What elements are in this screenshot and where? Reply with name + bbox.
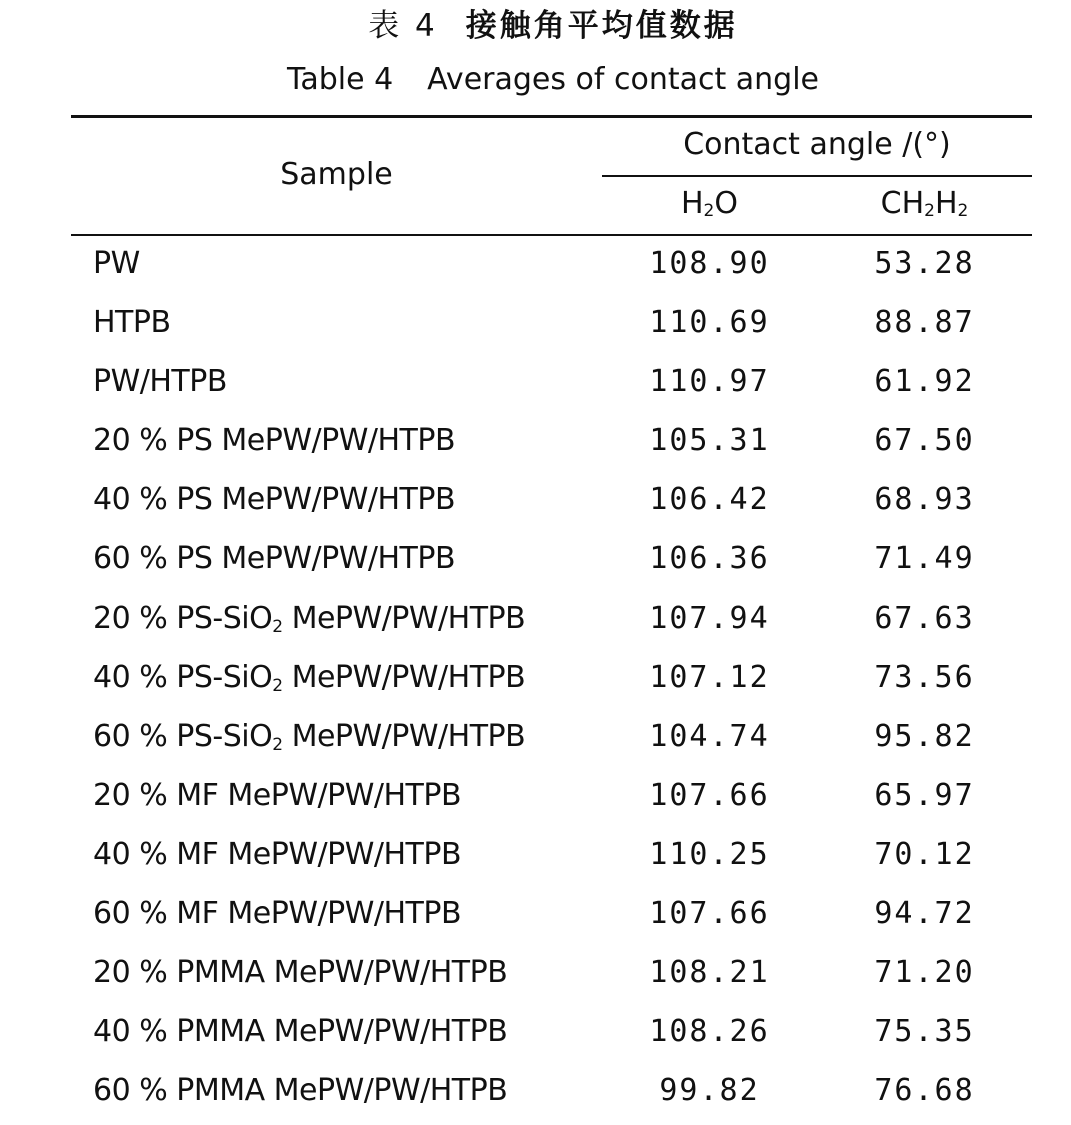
ch2h2-angle-cell: 76.68	[874, 1073, 975, 1109]
table-row	[0, 416, 1071, 475]
h2o-angle-cell: 108.90	[649, 246, 770, 281]
sample-cell: 20 % MF MePW/PW/HTPB	[93, 777, 462, 813]
table-row	[0, 475, 1071, 534]
sample-cell: HTPB	[93, 305, 171, 341]
h2o-angle-cell: 106.36	[649, 541, 770, 577]
h2o-angle-cell: 106.42	[649, 482, 770, 518]
sample-cell: PW/HTPB	[93, 364, 227, 400]
header-h2o	[602, 184, 817, 224]
header-bottom-rule	[71, 234, 1032, 236]
ch2h2-angle-cell: 65.97	[874, 777, 975, 813]
header-ch2h2-subscript-2: 2	[957, 201, 969, 221]
h2o-angle-cell: 110.97	[649, 364, 770, 400]
header-group-rule	[602, 175, 1032, 177]
h2o-angle-cell: 107.66	[649, 896, 770, 932]
table-row	[0, 948, 1071, 1007]
table-row	[0, 534, 1071, 593]
ch2h2-angle-cell: 73.56	[874, 659, 975, 695]
table-row	[0, 889, 1071, 948]
table-top-rule	[71, 115, 1032, 118]
h2o-angle-cell: 110.69	[649, 305, 770, 341]
sample-cell: 40 % PS MePW/PW/HTPB	[93, 482, 456, 518]
table-row	[0, 298, 1071, 357]
table-row	[0, 771, 1071, 830]
ch2h2-angle-cell: 70.12	[874, 836, 975, 872]
header-h2o-base: H	[680, 186, 704, 221]
header-contact-angle-group: Contact angle /(°)	[683, 127, 951, 162]
ch2h2-angle-cell: 53.28	[874, 246, 975, 281]
ch2h2-angle-cell: 68.93	[874, 482, 975, 518]
ch2h2-angle-cell: 75.35	[874, 1014, 975, 1050]
ch2h2-angle-cell: 67.50	[874, 423, 975, 459]
caption-en-table-number: Table 4	[286, 62, 394, 97]
sample-cell: 20 % PMMA MePW/PW/HTPB	[93, 955, 508, 991]
sample-cell: 40 % MF MePW/PW/HTPB	[93, 836, 462, 872]
sample-cell: 20 % PS-SiO$_2$ MePW/PW/HTPB	[93, 600, 526, 637]
h2o-angle-cell: 110.25	[649, 836, 770, 872]
sample-cell: 60 % PS MePW/PW/HTPB	[93, 541, 456, 577]
table-row	[0, 712, 1071, 771]
sample-cell: 60 % MF MePW/PW/HTPB	[93, 896, 462, 932]
ch2h2-angle-cell: 67.63	[874, 600, 975, 636]
ch2h2-angle-cell: 94.72	[874, 896, 975, 932]
sample-cell: PW	[93, 246, 140, 281]
table-row	[0, 239, 1071, 298]
h2o-angle-cell: 107.12	[649, 659, 770, 695]
table-caption-chinese	[0, 6, 1071, 46]
table-row	[0, 1066, 1071, 1125]
ch2h2-angle-cell: 71.49	[874, 541, 975, 577]
table-row	[0, 357, 1071, 416]
sample-cell: 40 % PS-SiO$_2$ MePW/PW/HTPB	[93, 659, 526, 696]
ch2h2-angle-cell: 61.92	[874, 364, 975, 400]
caption-en-title: Averages of contact angle	[427, 62, 820, 97]
header-ch2h2-base: CH	[880, 186, 925, 221]
sample-cell: 40 % PMMA MePW/PW/HTPB	[93, 1014, 508, 1050]
header-h2o-tail: O	[714, 186, 738, 221]
table-caption-english	[0, 60, 1071, 100]
header-ch2h2	[817, 184, 1032, 224]
h2o-angle-cell: 108.21	[649, 955, 770, 991]
table-row	[0, 653, 1071, 712]
header-ch2h2-subscript: 2	[924, 201, 935, 221]
h2o-angle-cell: 99.82	[659, 1073, 760, 1109]
sample-cell: 20 % PS MePW/PW/HTPB	[93, 423, 456, 459]
h2o-angle-cell: 107.66	[649, 777, 770, 813]
h2o-angle-cell: 105.31	[649, 423, 770, 459]
header-sample: Sample	[280, 157, 393, 192]
table-row	[0, 1007, 1071, 1066]
caption-cn-table-number: 表 4	[368, 8, 438, 44]
h2o-angle-cell: 107.94	[649, 600, 770, 636]
table-body	[0, 239, 1071, 1125]
table-row	[0, 830, 1071, 889]
ch2h2-angle-cell: 95.82	[874, 718, 975, 754]
sample-cell: 60 % PMMA MePW/PW/HTPB	[93, 1073, 508, 1109]
ch2h2-angle-cell: 71.20	[874, 955, 975, 991]
h2o-angle-cell: 104.74	[649, 718, 770, 754]
ch2h2-angle-cell: 88.87	[874, 305, 975, 341]
h2o-angle-cell: 108.26	[649, 1014, 770, 1050]
header-h2o-subscript: 2	[703, 201, 715, 221]
header-ch2h2-mid: H	[934, 186, 958, 221]
sample-cell: 60 % PS-SiO$_2$ MePW/PW/HTPB	[93, 718, 526, 755]
table-row	[0, 594, 1071, 653]
caption-cn-title: 接触角平均值数据	[465, 8, 738, 44]
